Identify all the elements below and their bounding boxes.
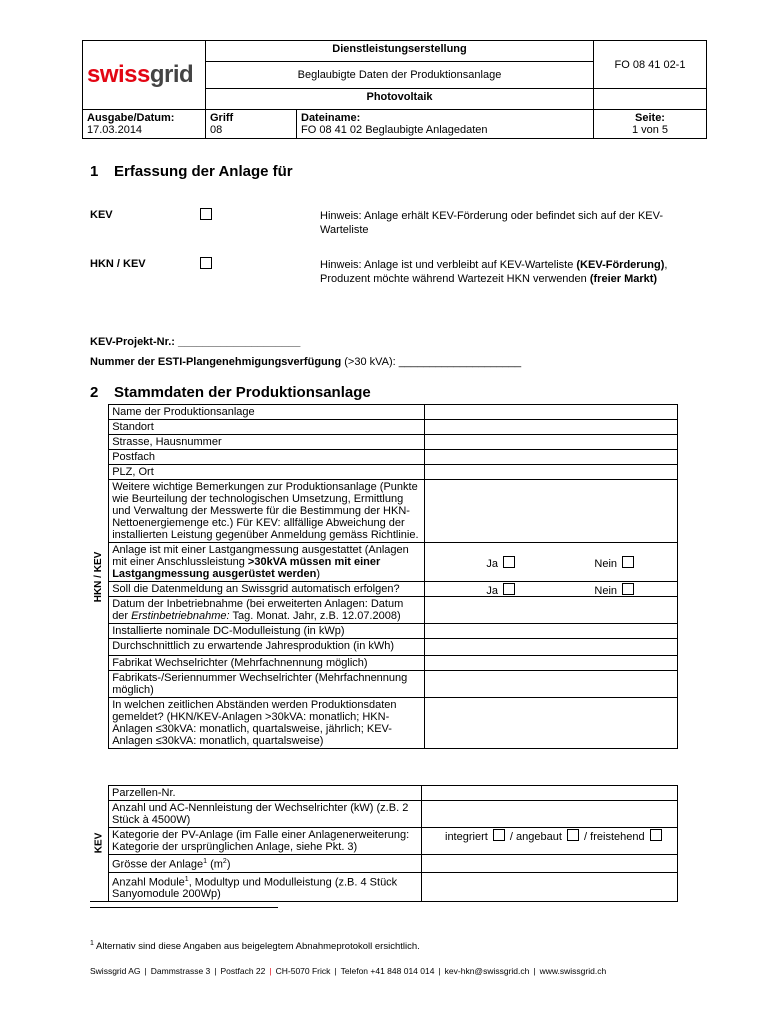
table-row bbox=[90, 639, 678, 656]
kategorie-answer: integriert / angebaut / freistehend bbox=[422, 828, 678, 855]
hkn-kev-label: HKN / KEV bbox=[90, 258, 146, 270]
lastgang-nein-checkbox[interactable] bbox=[622, 556, 634, 568]
row-label: Kategorie der PV-Anlage (im Falle einer Anlagenerweiterung: Kategorie der ursprünglichen Anlage, siehe Pkt. 3) bbox=[109, 828, 422, 855]
row-label: PLZ, Ort bbox=[109, 465, 425, 480]
table-row bbox=[90, 420, 678, 435]
table-row bbox=[90, 624, 678, 639]
row-label: Installierte nominale DC-Modulleistung (in kWp) bbox=[109, 624, 425, 639]
griff-label: Griff bbox=[210, 112, 234, 124]
kev-checkbox[interactable] bbox=[200, 208, 212, 220]
table-row bbox=[90, 543, 678, 582]
kev-table bbox=[90, 785, 678, 902]
table-row bbox=[90, 671, 678, 698]
row-label: Anzahl und AC-Nennleistung der Wechselrichter (kW) (z.B. 2 Stück à 4500W) bbox=[109, 801, 422, 828]
integriert-checkbox[interactable] bbox=[493, 829, 505, 841]
dateiname-cell bbox=[297, 110, 594, 139]
row-label: Datum der Inbetriebnahme (bei erweiterten Anlagen: Datum der Erstinbetriebnahme: Tag. Monat. Jahr, z.B. 12.07.2008) bbox=[109, 597, 425, 624]
dateiname-label: Dateiname: bbox=[301, 112, 361, 124]
row-label: Strasse, Hausnummer bbox=[109, 435, 425, 450]
lastgang-answer: Ja Nein bbox=[425, 543, 678, 582]
table-row bbox=[90, 872, 678, 902]
table-row bbox=[90, 855, 678, 873]
lastgang-ja-checkbox[interactable] bbox=[503, 556, 515, 568]
row-label: Standort bbox=[109, 420, 425, 435]
postfach-input[interactable] bbox=[425, 450, 678, 465]
doc-title: Dienstleistungserstellung bbox=[206, 41, 594, 62]
table-row bbox=[90, 597, 678, 624]
table-row bbox=[90, 786, 678, 801]
row-label: Name der Produktionsanlage bbox=[109, 405, 425, 420]
website-link[interactable]: www.swissgrid.ch bbox=[539, 966, 607, 976]
standort-input[interactable] bbox=[425, 420, 678, 435]
groesse-input[interactable] bbox=[422, 855, 678, 873]
seriennummer-input[interactable] bbox=[425, 671, 678, 698]
jahresproduktion-input[interactable] bbox=[425, 639, 678, 656]
table-row bbox=[90, 450, 678, 465]
ausgabe-label: Ausgabe/Datum: bbox=[87, 112, 175, 124]
footnote: $^1$ Alternativ sind diese Angaben aus beigelegtem Abnahmeprotokoll ersichtlich. bbox=[90, 940, 420, 953]
row-label: Anlage ist mit einer Lastgangmessung ausgestattet (Anlagen mit einer Anschlussleistung >30kVA müssen mit einer Lastgangmessung ausgerüstet werden) bbox=[109, 543, 425, 582]
side-label-hkn-kev: HKN / KEV bbox=[90, 405, 109, 749]
side-label-kev: KEV bbox=[90, 786, 109, 902]
footnote-separator bbox=[90, 907, 278, 908]
doc-code: FO 08 41 02-1 bbox=[594, 41, 707, 89]
row-label: In welchen zeitlichen Abständen werden Produktionsdaten gemeldet? (HKN/KEV-Anlagen >30kVA: monatlich; HKN-Anlagen ≤30kVA: monatlich, quartalsweise, jährlich; KEV-Anlagen ≤30kVA: monatlich, quartalsweise) bbox=[109, 698, 425, 749]
doc-category: Photovoltaik bbox=[206, 89, 594, 110]
parzellen-input[interactable] bbox=[422, 786, 678, 801]
row-label: Postfach bbox=[109, 450, 425, 465]
griff-value: 08 bbox=[210, 124, 223, 136]
name-input[interactable] bbox=[425, 405, 678, 420]
dateiname-value: FO 08 41 02 Beglaubigte Anlagedaten bbox=[301, 124, 488, 136]
page-footer: Swissgrid AG | Dammstrasse 3 | Postfach 22 | CH-5070 Frick | Telefon +41 848 014 014 | kev-hkn@swissgrid.ch | www.swissgrid.ch bbox=[90, 966, 607, 976]
row-label: Weitere wichtige Bemerkungen zur Produktionsanlage (Punkte wie Beurteilung der technologischen Umsetzung, Ermittlung und Verwaltung der Messwerte für die Bestimmung der HKN-Nettoenergiemenge etc.) Für KEV: allfällige Abweichung der installierten Leistung gegenüber Anmeldung gemäss Richtlinie. bbox=[109, 480, 425, 543]
datenmeldung-answer: Ja Nein bbox=[425, 582, 678, 597]
module-input[interactable] bbox=[422, 872, 678, 902]
bemerkungen-input[interactable] bbox=[425, 480, 678, 543]
logo-cell bbox=[83, 41, 206, 110]
ausgabe-cell bbox=[83, 110, 206, 139]
table-row bbox=[90, 435, 678, 450]
row-label: Anzahl Module$^1$, Modultyp und Modulleistung (z.B. 4 Stück Sanyomodule 200Wp) bbox=[109, 872, 422, 902]
kev-label: KEV bbox=[90, 209, 113, 221]
document-header bbox=[82, 40, 707, 139]
inbetriebnahme-input[interactable] bbox=[425, 597, 678, 624]
swissgrid-logo: swissgrid bbox=[87, 61, 194, 88]
freistehend-checkbox[interactable] bbox=[650, 829, 662, 841]
table-row bbox=[90, 480, 678, 543]
row-label: Soll die Datenmeldung an Swissgrid automatisch erfolgen? bbox=[109, 582, 425, 597]
dc-leistung-input[interactable] bbox=[425, 624, 678, 639]
stammdaten-table bbox=[90, 404, 678, 749]
row-label: Durchschnittlich zu erwartende Jahresproduktion (in kWh) bbox=[109, 639, 425, 656]
hkn-kev-hint: Hinweis: Anlage ist und verbleibt auf KEV-Warteliste (KEV-Förderung), Produzent möchte während Wartezeit HKN verwenden (freier Markt) bbox=[320, 259, 668, 285]
empty-cell bbox=[594, 89, 707, 110]
kev-hint: Hinweis: Anlage erhält KEV-Förderung oder befindet sich auf der KEV-Warteliste bbox=[320, 210, 664, 236]
section-1-heading: 1 Erfassung der Anlage für bbox=[90, 163, 293, 180]
table-row bbox=[90, 698, 678, 749]
seite-value: 1 von 5 bbox=[631, 124, 669, 136]
table-row bbox=[90, 582, 678, 597]
row-label: Fabrikats-/Seriennummer Wechselrichter (Mehrfachnennung möglich) bbox=[109, 671, 425, 698]
griff-cell bbox=[206, 110, 297, 139]
table-row bbox=[90, 465, 678, 480]
meldeintervall-input[interactable] bbox=[425, 698, 678, 749]
esti-field[interactable]: Nummer der ESTI-Plangenehmigungsverfügung (>30 kVA): ____________________ bbox=[90, 356, 522, 368]
hkn-kev-checkbox[interactable] bbox=[200, 257, 212, 269]
table-row bbox=[90, 656, 678, 671]
datenmeldung-nein-checkbox[interactable] bbox=[622, 583, 634, 595]
kev-projekt-nr-field[interactable]: KEV-Projekt-Nr.: ____________________ bbox=[90, 336, 301, 348]
row-label: Parzellen-Nr. bbox=[109, 786, 422, 801]
wechselrichter-input[interactable] bbox=[422, 801, 678, 828]
datenmeldung-ja-checkbox[interactable] bbox=[503, 583, 515, 595]
fabrikat-input[interactable] bbox=[425, 656, 678, 671]
row-label: Fabrikat Wechselrichter (Mehrfachnennung möglich) bbox=[109, 656, 425, 671]
table-row bbox=[90, 405, 678, 420]
seite-cell bbox=[594, 110, 707, 139]
seite-label: Seite: bbox=[635, 112, 665, 124]
plz-ort-input[interactable] bbox=[425, 465, 678, 480]
strasse-input[interactable] bbox=[425, 435, 678, 450]
angebaut-checkbox[interactable] bbox=[567, 829, 579, 841]
table-row bbox=[90, 801, 678, 828]
table-row bbox=[90, 828, 678, 855]
doc-subtitle: Beglaubigte Daten der Produktionsanlage bbox=[206, 62, 594, 89]
email-link[interactable]: kev-hkn@swissgrid.ch bbox=[444, 966, 530, 976]
row-label: Grösse der Anlage$^1$ $(m^2)$ bbox=[109, 855, 422, 873]
section-2-heading: 2 Stammdaten der Produktionsanlage bbox=[90, 384, 371, 401]
ausgabe-value: 17.03.2014 bbox=[87, 124, 143, 136]
